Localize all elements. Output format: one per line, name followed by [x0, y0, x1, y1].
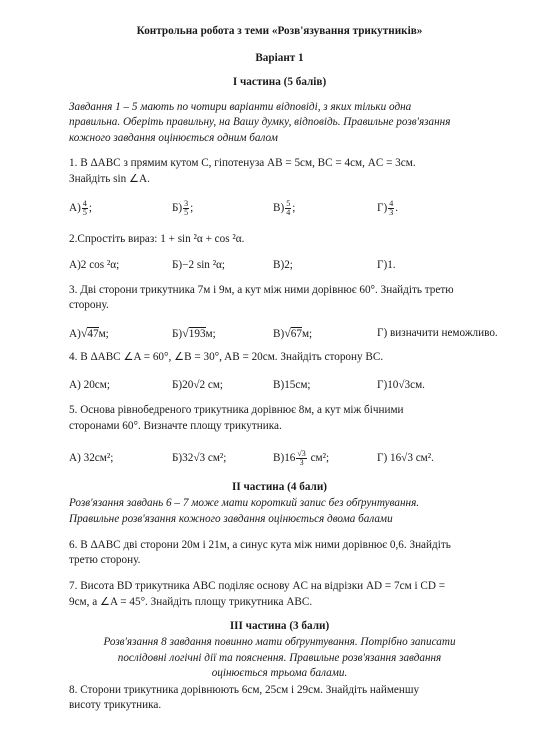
q3-option-c: В)√67м; [273, 326, 313, 340]
q4-option-c: В)15см; [273, 379, 311, 391]
q1-option-c: В) $\frac{5}{4}$ ; [273, 199, 296, 217]
q4-option-d: Г)10√3см. [377, 379, 425, 391]
part3-intro-line3: оцінюється трьома балами. [211, 667, 348, 679]
part1-intro-line1: Завдання 1 – 5 мають по чотири варіанти відповіді, з яких тільки одна [69, 101, 412, 113]
q1-text-line2: Знайдіть sin ∠A. [69, 173, 150, 185]
q4-option-b: Б)20√2 см; [172, 379, 224, 391]
q8-text-line2: висоту трикутника. [69, 699, 162, 711]
q2-text: 2.Спростіть вираз: 1 + sin ²α + cos ²α. [69, 233, 245, 245]
q5-text-line2: сторонами 60°. Визначте площу трикутника. [69, 420, 282, 432]
q1-option-a: А) $\frac{4}{5}$ ; [69, 199, 92, 217]
q4-option-a: А) 20см; [69, 379, 110, 391]
part3-heading: III частина (3 бали) [229, 620, 330, 632]
q2-option-c: В)2; [273, 259, 293, 271]
q1-option-b: Б) $\frac{3}{5}$ ; [172, 199, 194, 217]
q8-text-line1: 8. Сторони трикутника дорівнюють 6см, 25см і 29см. Знайдіть найменшу [69, 684, 420, 696]
q3-option-d: Г) визначити неможливо. [377, 327, 498, 339]
q6-text-line1: 6. В ΔABC дві сторони 20м і 21м, а синус кута між ними дорівнює 0,6. Знайдіть [69, 539, 451, 551]
part2-intro-line2: Правильне розв'язання кожного завдання оцінюється двома балами [69, 513, 393, 525]
q3-option-a: А)√47м; [69, 326, 109, 340]
part1-intro-line3: кожного завдання оцінюється одним балом [69, 132, 278, 144]
q6-text-line2: третю сторону. [69, 554, 141, 566]
q5-text-line1: 5. Основа рівнобедреного трикутника дорівнює 8м, а кут між бічними [69, 404, 404, 416]
part1-intro-line2: правильна. Оберіть правильну, на Вашу думку, відповідь. Правильне розв'язання [69, 116, 451, 128]
part3-intro-line1: Розв'язання 8 завдання повинно мати обґрунтування. Потрібно записати [103, 636, 456, 648]
q5-option-b: Б)32√3 см²; [172, 452, 227, 464]
q5-option-a: А) 32см²; [69, 452, 114, 464]
q2-option-b: Б)−2 sin ²α; [172, 259, 226, 271]
test-title: Контрольна робота з теми «Розв'язування трикутників» [136, 25, 423, 37]
variant-label: Варіант 1 [255, 52, 304, 64]
q5-option-c: В)16 $\frac{√3}{3}$ см²; [273, 449, 330, 467]
q4-text: 4. В ΔABC ∠A = 60°, ∠B = 30°, AB = 20см. Знайдіть сторону BC. [69, 351, 384, 363]
q3-text-line1: 3. Дві сторони трикутника 7м і 9м, а кут між ними дорівнює 60°. Знайдіть третю [69, 284, 454, 296]
part2-heading: II частина (4 бали) [231, 481, 327, 493]
part1-heading: I частина (5 балів) [232, 76, 327, 88]
q3-text-line2: сторону. [69, 299, 109, 311]
part2-intro-line1: Розв'язання завдань 6 – 7 може мати короткий запис без обґрунтування. [69, 497, 420, 509]
part3-intro-line2: послідовні логічні дії та пояснення. Правильне розв'язання завдання [117, 652, 442, 664]
q5-option-d: Г) 16√3 см². [377, 452, 434, 464]
q2-option-d: Г)1. [377, 259, 396, 271]
q1-option-d: Г) $\frac{4}{3}$ . [377, 199, 398, 217]
q1-text-line1: 1. В ΔABC з прямим кутом C, гіпотенуза AB = 5см, BC = 4см, AC = 3см. [69, 157, 416, 169]
q2-option-a: А)2 cos ²α; [69, 259, 120, 271]
q7-text-line1: 7. Висота BD трикутника ABC поділяє основу AC на відрізки AD = 7см і CD = [69, 580, 445, 592]
q7-text-line2: 9см, а ∠A = 45°. Знайдіть площу трикутника ABC. [69, 596, 313, 608]
q3-option-b: Б)√193м; [172, 326, 216, 340]
